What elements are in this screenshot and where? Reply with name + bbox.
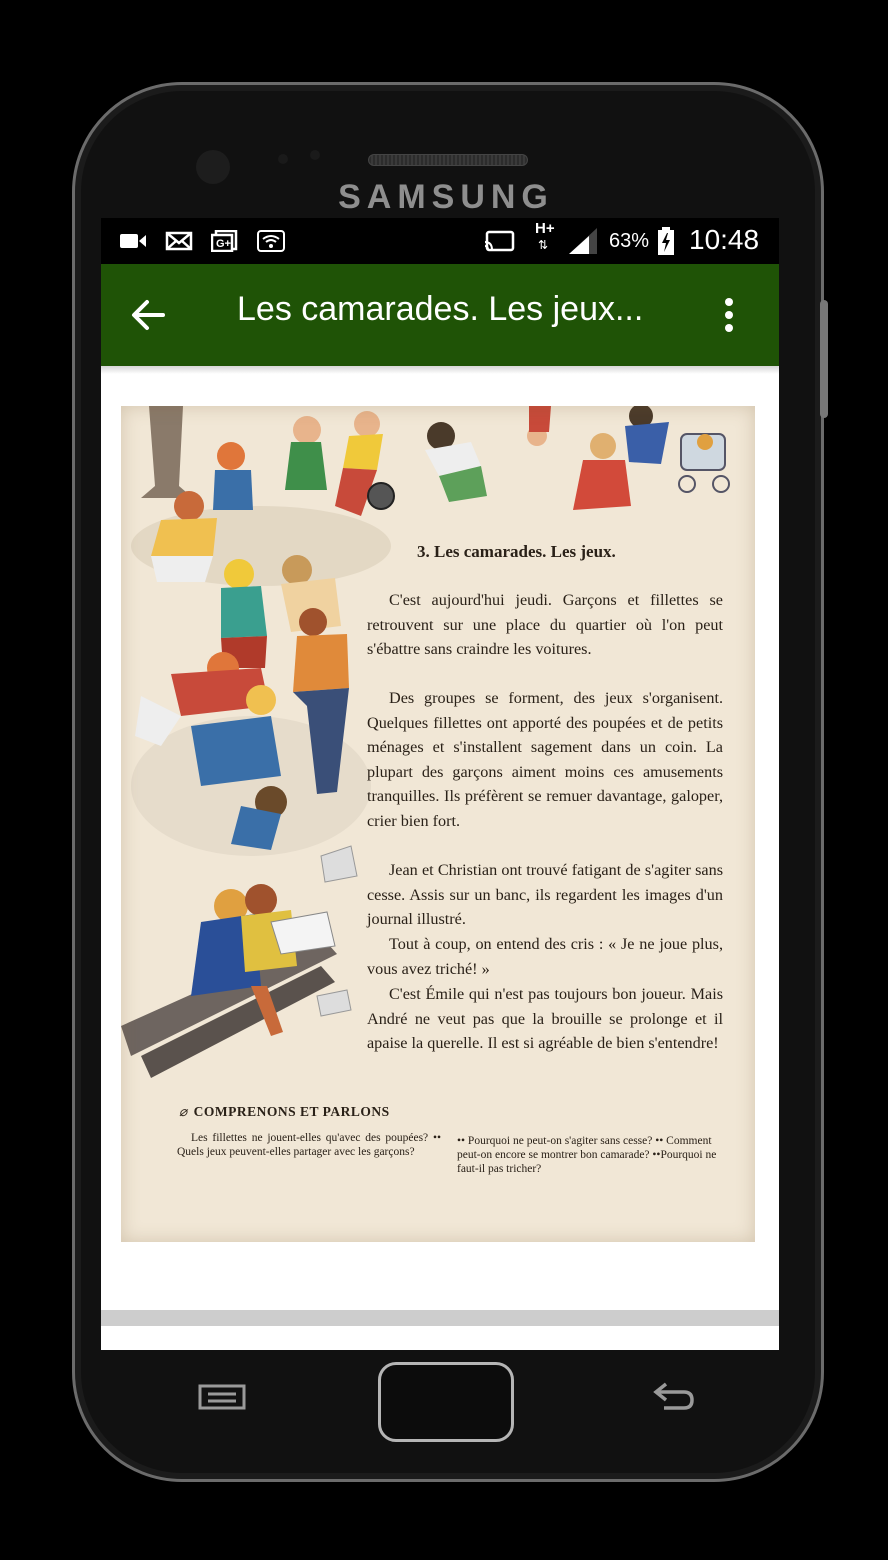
- pen-mark-icon: ⌀: [179, 1104, 188, 1119]
- questions-right: •• Pourquoi ne peut-on s'agiter sans cesse? •• Comment peut-on encore se montrer bon camarade? ••Pourquoi ne faut-il pas tricher?: [457, 1135, 717, 1175]
- earpiece-speaker: [368, 154, 528, 166]
- paragraph-4: Tout à coup, on entend des cris : « Je ne joue plus, vous avez triché! »: [367, 935, 723, 978]
- app-bar: [101, 264, 779, 366]
- battery-icon: [657, 226, 675, 256]
- video-icon: [119, 230, 147, 252]
- front-camera: [196, 150, 230, 184]
- scanned-page-image[interactable]: [121, 406, 755, 1242]
- paragraph-2: Des groupes se forment, des jeux s'organisent. Quelques fillettes ont apporté des poupées et de petits ménages et s'installent sagement dans un coin. La plupart des garçons aiment moins ces amusements tranquilles. Ils préfèrent se remuer davantage, galoper, crier bien fort.: [367, 689, 723, 830]
- page-title: Les camarades. Les jeux...: [237, 290, 644, 328]
- battery-percent: 63%: [609, 230, 650, 252]
- mail-icon: [165, 230, 193, 252]
- list-divider: [101, 1310, 779, 1326]
- paragraph-1: C'est aujourd'hui jeudi. Garçons et fillettes se retrouvent sur une place du quartier où l'on peut s'ébattre sans craindre les voitures.: [367, 591, 723, 659]
- svg-text:G+: G+: [216, 238, 231, 250]
- questions-left: Les fillettes ne jouent-elles qu'avec des poupées? •• Quels jeux peuvent-elles partager avec les garçons?: [177, 1132, 441, 1158]
- back-arrow-icon[interactable]: [127, 294, 169, 336]
- volume-button: [820, 300, 828, 418]
- content-area[interactable]: [101, 366, 779, 1350]
- section-heading-text: COMPRENONS ET PARLONS: [193, 1104, 390, 1119]
- status-bar: [101, 218, 779, 264]
- signal-icon: [567, 226, 599, 256]
- page-vignette: [121, 406, 755, 1242]
- appbar-shadow: [101, 366, 779, 374]
- screen: [101, 218, 779, 1350]
- paragraph-3: Jean et Christian ont trouvé fatigant de s'agiter sans cesse. Assis sur un banc, ils regardent les images d'un journal illustré.: [367, 861, 723, 929]
- device-brand: SAMSUNG: [338, 178, 554, 216]
- recent-apps-icon[interactable]: [198, 1384, 246, 1410]
- clock: 10:48: [689, 224, 760, 255]
- network-type: H+: [535, 220, 555, 237]
- proximity-sensor: [278, 154, 288, 164]
- chapter-title: 3. Les camarades. Les jeux.: [417, 542, 616, 561]
- home-button[interactable]: [378, 1362, 514, 1442]
- paragraph-5: C'est Émile qui n'est pas toujours bon joueur. Mais André ne veut pas que la brouille se prolonge et il apaise la querelle. Il est si agréable de bien s'entendre!: [367, 985, 723, 1053]
- light-sensor: [310, 150, 320, 160]
- gplus-icon: [211, 230, 239, 252]
- back-icon[interactable]: [650, 1380, 696, 1414]
- wifi-icon: [257, 230, 285, 252]
- overflow-menu-icon[interactable]: [717, 294, 741, 336]
- cast-icon: [483, 230, 515, 252]
- data-arrows-icon: ⇅: [538, 238, 549, 252]
